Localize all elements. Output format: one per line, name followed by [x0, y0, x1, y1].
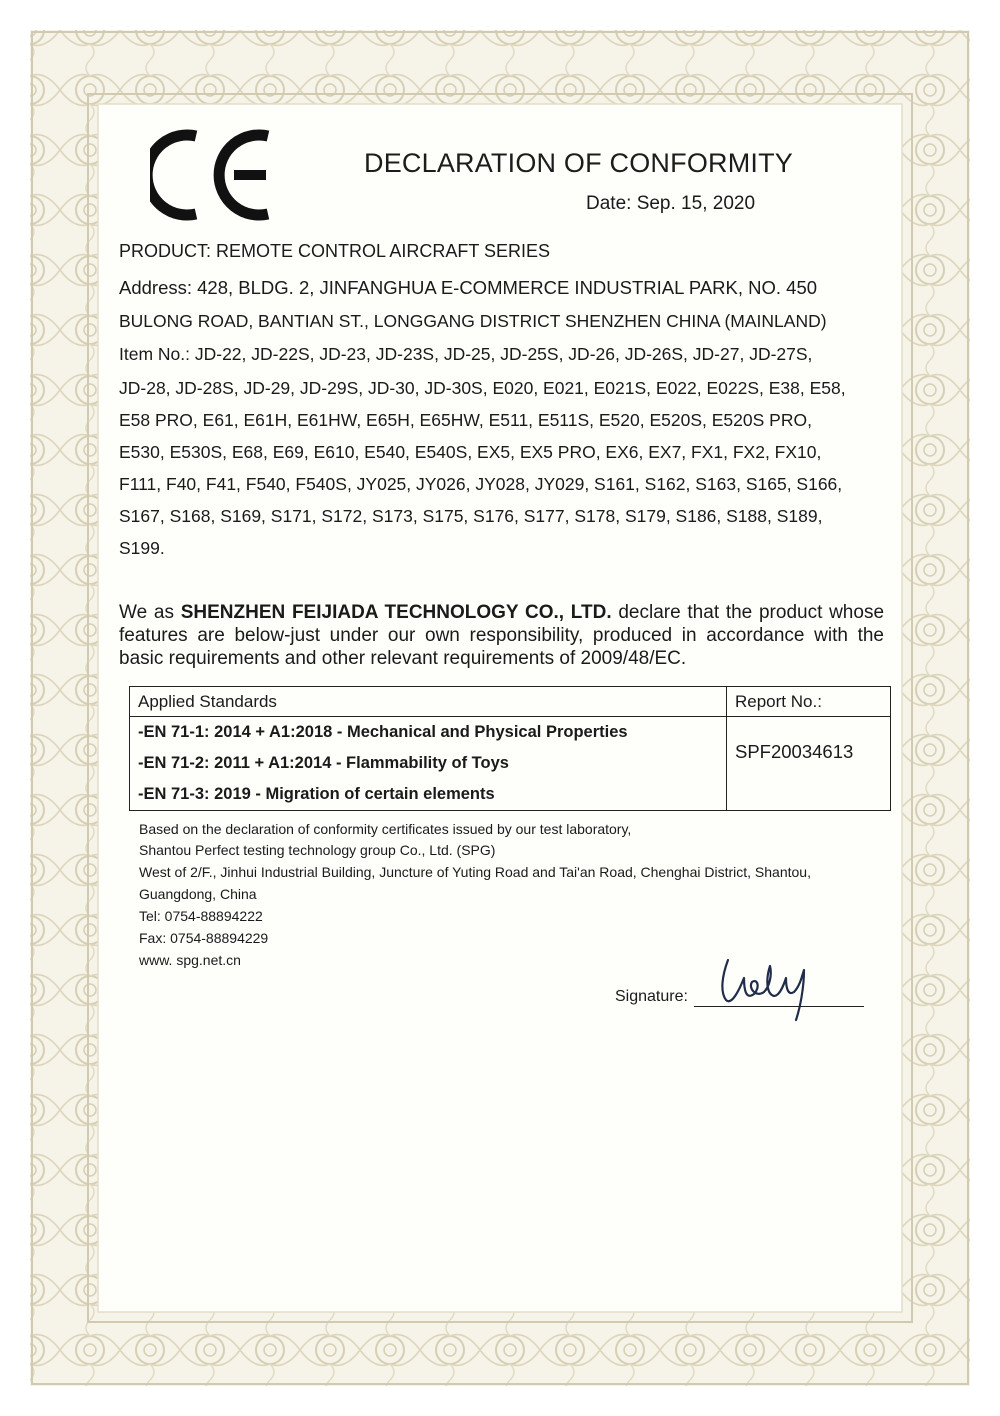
- lab-fax: Fax: 0754-88894229: [139, 930, 269, 946]
- lab-website: www. spg.net.cn: [139, 952, 241, 968]
- declaration-paragraph: [119, 601, 884, 670]
- item-number-line: F111, F40, F41, F540, F540S, JY025, JY026, JY028, JY029, S161, S162, S163, S165, S166,: [119, 474, 843, 494]
- standard-item: -EN 71-1: 2014 + A1:2018 - Mechanical and Physical Properties: [138, 723, 628, 741]
- declaration-suffix: declare that the product whose features are below-just under our own responsibility, produced in accordance with the basic requirements and other relevant requirements of 2009/48/EC.: [119, 602, 885, 669]
- item-number-line: Item No.: JD-22, JD-22S, JD-23, JD-23S, JD-25, JD-25S, JD-26, JD-26S, JD-27, JD-27S,: [119, 344, 813, 364]
- item-number-line: E530, E530S, E68, E69, E610, E540, E540S, EX5, EX5 PRO, EX6, EX7, FX1, FX2, FX10,: [119, 442, 822, 462]
- report-number: SPF20034613: [727, 717, 891, 811]
- standards-header: Applied Standards: [130, 687, 727, 717]
- address-line-2: BULONG ROAD, BANTIAN ST., LONGGANG DISTRICT SHENZHEN CHINA (MAINLAND): [119, 311, 827, 331]
- standards-table: [129, 686, 891, 811]
- document-title: DECLARATION OF CONFORMITY: [364, 148, 794, 178]
- standard-item: -EN 71-3: 2019 - Migration of certain elements: [138, 785, 495, 803]
- lab-line-1: Based on the declaration of conformity certificates issued by our test laboratory,: [139, 821, 632, 837]
- lab-tel: Tel: 0754-88894222: [139, 908, 263, 924]
- item-number-line: E58 PRO, E61, E61H, E61HW, E65H, E65HW, E511, E511S, E520, E520S, E520S PRO,: [119, 410, 812, 430]
- product-line: PRODUCT: REMOTE CONTROL AIRCRAFT SERIES: [119, 241, 551, 261]
- declaration-prefix: We as: [119, 602, 181, 623]
- standard-item: -EN 71-2: 2011 + A1:2014 - Flammability of Toys: [138, 754, 509, 772]
- address-line-1: Address: 428, BLDG. 2, JINFANGHUA E-COMMERCE INDUSTRIAL PARK, NO. 450: [119, 277, 818, 298]
- report-header: Report No.:: [727, 687, 891, 717]
- lab-line-2: Shantou Perfect testing technology group Co., Ltd. (SPG): [139, 842, 496, 858]
- company-name: SHENZHEN FEIJIADA TECHNOLOGY CO., LTD.: [180, 602, 612, 623]
- item-number-line: JD-28, JD-28S, JD-29, JD-29S, JD-30, JD-30S, E020, E021, E021S, E022, E022S, E38, E58,: [119, 378, 846, 398]
- item-number-line: S199.: [119, 538, 165, 558]
- lab-line-3: West of 2/F., Jinhui Industrial Building, Juncture of Yuting Road and Tai'an Road, Chenghai District, Shantou,: [139, 864, 811, 880]
- document-date: Date: Sep. 15, 2020: [586, 193, 756, 214]
- standards-list: [130, 717, 727, 811]
- handwritten-signature: [700, 948, 840, 1028]
- signature-label: Signature:: [615, 988, 688, 1005]
- ce-mark-logo: [150, 128, 280, 222]
- lab-line-4: Guangdong, China: [139, 886, 257, 902]
- item-number-line: S167, S168, S169, S171, S172, S173, S175, S176, S177, S178, S179, S186, S188, S189,: [119, 506, 823, 526]
